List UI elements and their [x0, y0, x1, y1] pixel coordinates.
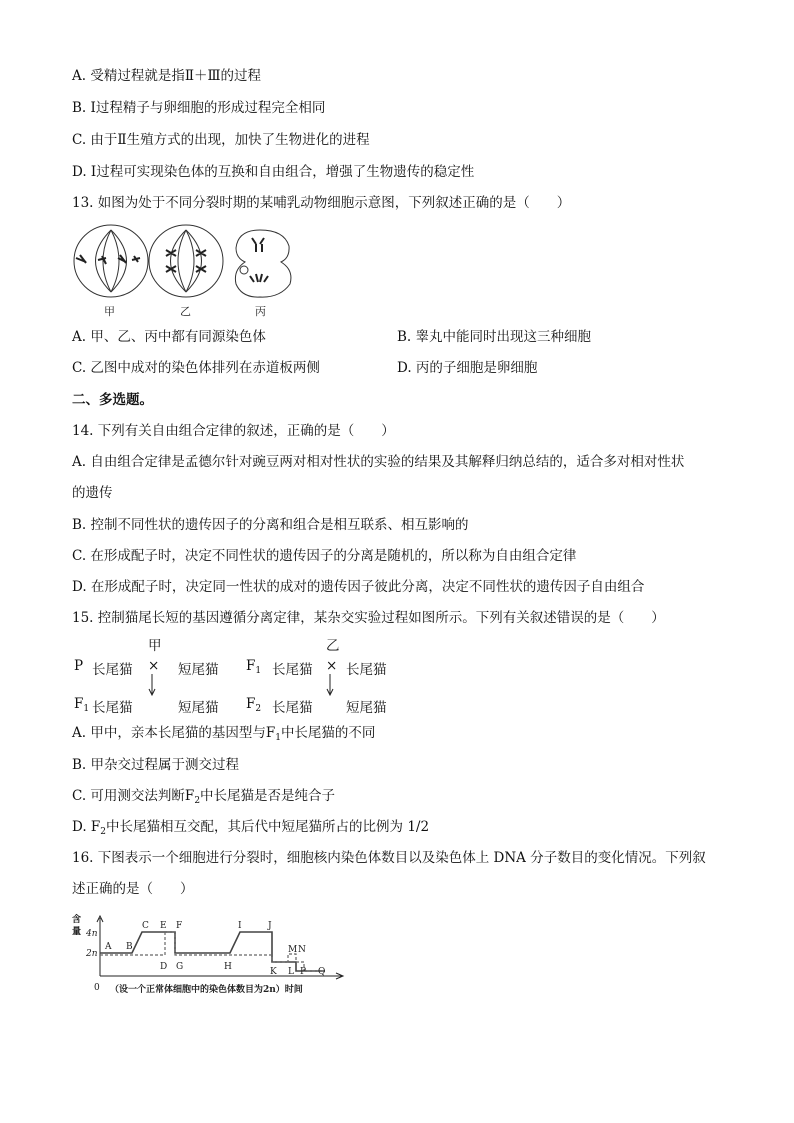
q13-option-d: D. 丙的子细胞是卵细胞 [397, 360, 538, 376]
cross-jia-parent-short: 短尾猫 [178, 662, 219, 678]
point-H: H [224, 962, 232, 972]
y-label-1: 含 [72, 915, 82, 925]
y-label-2: 量 [72, 927, 82, 937]
cross-f2-letter: F [246, 696, 256, 712]
point-C: C [142, 921, 149, 931]
cell-label-bing: 丙 [255, 305, 266, 318]
q15-d-pre: D. F [72, 819, 101, 835]
q13-option-c: C. 乙图中成对的染色体排列在赤道板两侧 [72, 360, 320, 376]
q12-option-b: B. Ⅰ过程精子与卵细胞的形成过程完全相同 [72, 100, 326, 116]
point-F: F [176, 921, 183, 931]
cross-yi-offspring-long: 长尾猫 [272, 700, 313, 716]
point-N: N [298, 945, 306, 955]
cell-label-jia: 甲 [104, 305, 115, 318]
graph-caption: （设一个正常体细胞中的染色体数目为2n）时间 [110, 985, 303, 995]
q15-stem: 15. 控制猫尾长短的基因遵循分离定律，某杂交实验过程如图所示。下列有关叙述错误的是（ ） [72, 610, 665, 626]
q13-cell-figure [70, 222, 310, 322]
q12-option-d: D. Ⅰ过程可实现染色体的互换和自由组合，增强了生物遗传的稳定性 [72, 164, 475, 180]
point-J: J [268, 921, 272, 931]
y-tick-4n: 4n [86, 929, 98, 939]
q14-option-a-line1: A. 自由组合定律是孟德尔针对豌豆两对相对性状的实验的结果及其解释归纳总结的，适合多对相对性状 [72, 454, 685, 470]
cross-f1-label [246, 658, 261, 676]
q14-option-a-line2: 的遗传 [72, 485, 113, 501]
cross-jia-arrow [148, 674, 156, 696]
cross-jia-parent-long: 长尾猫 [92, 662, 133, 678]
cross-jia-f1-sub: 1 [83, 704, 90, 714]
point-A: A [105, 942, 112, 952]
q14-option-d: D. 在形成配子时，决定同一性状的成对的遗传因子彼此分离，决定不同性状的遗传因子自由组合 [72, 579, 645, 595]
point-P: P [300, 967, 307, 977]
q15-a-pre: A. 甲中，亲本长尾猫的基因型与F [72, 725, 276, 741]
cross-jia-label: 甲 [148, 638, 162, 654]
point-Q: Q [318, 967, 326, 977]
cross-jia-times: × [148, 658, 160, 674]
point-M: M [288, 945, 298, 955]
y-tick-2n: 2n [86, 949, 98, 959]
origin-label: 0 [94, 983, 100, 993]
q15-cross-diagram [72, 634, 402, 714]
q15-option-c [72, 787, 335, 810]
q16-stem-line1: 16. 下图表示一个细胞进行分裂时，细胞核内染色体数目以及染色体上 DNA 分子数目的变化情况。下列叙 [72, 850, 706, 866]
cross-yi-offspring-short: 短尾猫 [346, 700, 387, 716]
q13-option-a: A. 甲、乙、丙中都有同源染色体 [72, 329, 266, 345]
cell-bing [235, 230, 291, 297]
q14-option-b: B. 控制不同性状的遗传因子的分离和组合是相互联系、相互影响的 [72, 517, 469, 533]
q15-a-post: 中长尾猫的不同 [280, 725, 376, 741]
q15-c-post: 中长尾猫是否是纯合子 [200, 788, 336, 804]
q13-stem: 13. 如图为处于不同分裂时期的某哺乳动物细胞示意图，下列叙述正确的是（ ） [72, 195, 571, 211]
cross-jia-offspring-short: 短尾猫 [178, 700, 219, 716]
q15-c-sub: 2 [194, 796, 201, 806]
q15-a-sub: 1 [275, 733, 281, 743]
q15-d-post: 中长尾猫相互交配，其后代中短尾猫所占的比例为 1/2 [106, 819, 430, 835]
q16-dna-chromosome-graph [70, 912, 360, 998]
cross-yi-label: 乙 [326, 638, 340, 654]
cell-jia [74, 225, 148, 297]
q13-option-b: B. 睾丸中能同时出现这三种细胞 [397, 329, 592, 345]
cross-jia-f1-label [74, 696, 89, 714]
q15-option-a [72, 724, 375, 747]
cross-f1-letter: F [246, 658, 256, 674]
cell-label-yi: 乙 [180, 305, 191, 318]
section-title: 二、多选题。 [72, 392, 153, 408]
point-L: L [288, 967, 294, 977]
cross-p-label: P [74, 658, 84, 674]
q12-option-c: C. 由于Ⅱ生殖方式的出现，加快了生物进化的进程 [72, 132, 370, 148]
point-B: B [126, 942, 133, 952]
point-K: K [270, 967, 277, 977]
point-D: D [160, 962, 168, 972]
cross-yi-times: × [326, 658, 338, 674]
cell-yi [149, 225, 223, 297]
q15-option-d [72, 818, 429, 841]
q15-d-sub: 2 [100, 827, 107, 837]
q16-stem-line2: 述正确的是（ ） [72, 881, 194, 897]
cross-f2-label [246, 696, 261, 714]
point-I: I [238, 921, 242, 931]
q14-option-c: C. 在形成配子时，决定不同性状的遗传因子的分离是随机的，所以称为自由组合定律 [72, 548, 577, 564]
point-E: E [160, 921, 167, 931]
cross-yi-arrow [326, 674, 334, 696]
cross-yi-parent-long-2: 长尾猫 [346, 662, 387, 678]
q12-option-a: A. 受精过程就是指Ⅱ＋Ⅲ的过程 [72, 68, 262, 84]
cross-f1-sub: 1 [255, 666, 262, 676]
cross-jia-f1-letter: F [74, 696, 84, 712]
point-G: G [176, 962, 184, 972]
cross-jia-offspring-long: 长尾猫 [92, 700, 133, 716]
q15-c-pre: C. 可用测交法判断F [72, 788, 195, 804]
q14-stem: 14. 下列有关自由组合定律的叙述，正确的是（ ） [72, 423, 395, 439]
cross-f2-sub: 2 [255, 704, 262, 714]
q15-option-b: B. 甲杂交过程属于测交过程 [72, 757, 240, 773]
cross-yi-parent-long-1: 长尾猫 [272, 662, 313, 678]
